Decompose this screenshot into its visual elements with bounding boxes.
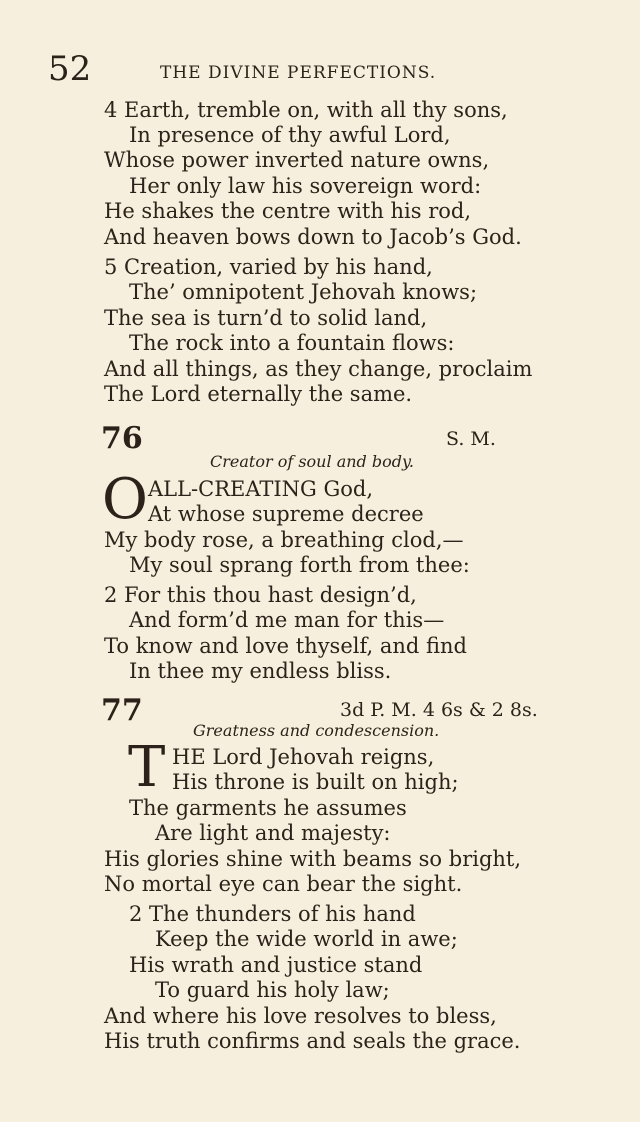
- verse-line: He shakes the centre with his rod,: [104, 199, 472, 223]
- verse-line: And heaven bows down to Jacob’s God.: [104, 225, 522, 249]
- hymn-meter: S. M.: [446, 428, 496, 450]
- verse-line: HE Lord Jehovah reigns,: [172, 745, 435, 769]
- verse-line: Her only law his sovereign word:: [129, 174, 482, 198]
- hymn-number: 76: [101, 421, 143, 456]
- verse-line: And form’d me man for this—: [129, 608, 445, 632]
- running-title: THE DIVINE PERFECTIONS.: [160, 63, 437, 83]
- verse-line: His truth confirms and seals the grace.: [104, 1029, 521, 1053]
- verse-line: In presence of thy awful Lord,: [129, 123, 451, 147]
- verse-line: His glories shine with beams so bright,: [104, 847, 522, 871]
- hymn-meter: 3d P. M. 4 6s & 2 8s.: [340, 699, 538, 721]
- verse-line: My soul sprang forth from thee:: [129, 553, 470, 577]
- verse-line: 4 Earth, tremble on, with all thy sons,: [104, 98, 508, 122]
- drop-cap: O: [102, 467, 148, 532]
- verse-line: Are light and majesty:: [155, 821, 391, 845]
- verse-line: At whose supreme decree: [148, 502, 424, 526]
- hymn-number: 77: [101, 693, 143, 728]
- verse-line: The rock into a fountain flows:: [129, 331, 455, 355]
- verse-line: ALL-CREATING God,: [148, 477, 374, 501]
- verse-line: The sea is turn’d to solid land,: [104, 306, 428, 330]
- verse-line: His throne is built on high;: [172, 770, 459, 794]
- verse-line: 5 Creation, varied by his hand,: [104, 255, 433, 279]
- verse-line: No mortal eye can bear the sight.: [104, 872, 463, 896]
- verse-line: And where his love resolves to bless,: [104, 1004, 497, 1028]
- verse-line: Whose power inverted nature owns,: [104, 148, 490, 172]
- hymn-subtitle: Creator of soul and body.: [210, 452, 414, 471]
- page-number: 52: [48, 49, 92, 89]
- verse-line: My body rose, a breathing clod,—: [104, 528, 464, 552]
- drop-cap: T: [128, 735, 166, 800]
- verse-line: In thee my endless bliss.: [129, 659, 392, 683]
- verse-line: His wrath and justice stand: [129, 953, 423, 977]
- verse-line: To know and love thyself, and find: [104, 634, 467, 658]
- verse-line: The’ omnipotent Jehovah knows;: [129, 280, 478, 304]
- verse-line: And all things, as they change, proclaim: [104, 357, 533, 381]
- verse-line: The garments he assumes: [129, 796, 407, 820]
- verse-line: 2 The thunders of his hand: [129, 902, 416, 926]
- verse-line: The Lord eternally the same.: [104, 382, 413, 406]
- verse-line: 2 For this thou hast design’d,: [104, 583, 417, 607]
- hymn-subtitle: Greatness and condescension.: [193, 721, 440, 740]
- verse-line: To guard his holy law;: [155, 978, 390, 1002]
- verse-line: Keep the wide world in awe;: [155, 927, 458, 951]
